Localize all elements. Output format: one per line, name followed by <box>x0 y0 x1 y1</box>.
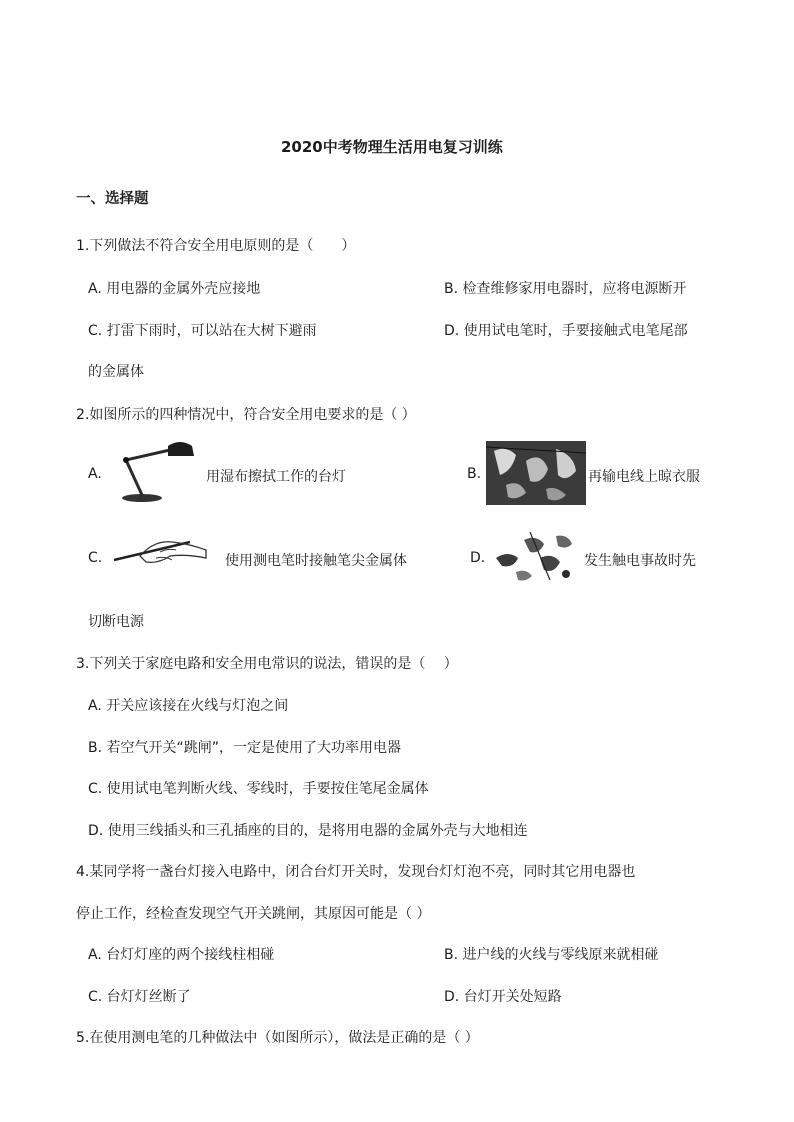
question-2-option-b-text: 再输电线上晾衣服 <box>588 469 700 485</box>
hand-holding-test-pen-image <box>110 530 210 570</box>
question-2-option-c-letter: C. <box>88 550 103 566</box>
question-4-option-c: C. 台灯灯丝断了 <box>88 989 191 1005</box>
question-2-option-d-continued: 切断电源 <box>88 614 144 630</box>
question-4-stem-line-2: 停止工作，经检查发现空气开关跳闸，其原因可能是（ ） <box>76 906 431 922</box>
question-2-option-d-letter: D. <box>470 550 486 566</box>
question-1-option-c: C. 打雷下雨时，可以站在大树下避雨 <box>88 323 317 339</box>
question-3-option-b: B. 若空气开关“跳闸”，一定是使用了大功率用电器 <box>88 740 402 756</box>
electric-shock-scene-image <box>490 528 578 584</box>
question-3-option-c: C. 使用试电笔判断火线、零线时，手要按住笔尾金属体 <box>88 781 429 797</box>
question-1-option-a: A. 用电器的金属外壳应接地 <box>88 281 261 297</box>
question-2-option-b-letter: B. <box>467 466 482 482</box>
question-3-option-d: D. 使用三线插头和三孔插座的目的，是将用电器的金属外壳与大地相连 <box>88 823 528 839</box>
question-2-stem: 2.如图所示的四种情况中，符合安全用电要求的是（ ） <box>76 407 416 423</box>
question-3-stem: 3.下列关于家庭电路和安全用电常识的说法，错误的是（ ） <box>76 656 458 672</box>
question-1-option-b: B. 检查维修家用电器时，应将电源断开 <box>444 281 687 297</box>
question-4-option-d: D. 台灯开关处短路 <box>444 989 562 1005</box>
question-4-option-a: A. 台灯灯座的两个接线柱相碰 <box>88 947 275 963</box>
clothes-on-power-line-image <box>486 441 586 505</box>
question-2-option-a-letter: A. <box>88 466 102 482</box>
section-heading: 一、选择题 <box>76 191 149 207</box>
question-3-option-a: A. 开关应该接在火线与灯泡之间 <box>88 698 289 714</box>
question-5-stem: 5.在使用测电笔的几种做法中（如图所示），做法是正确的是（ ） <box>76 1030 479 1046</box>
question-1-option-d-continued: 的金属体 <box>88 364 144 380</box>
question-2-option-d-text: 发生触电事故时先 <box>584 553 696 569</box>
question-1-option-d: D. 使用试电笔时，手要接触式电笔尾部 <box>444 323 688 339</box>
question-2-option-c-text: 使用测电笔时接触笔尖金属体 <box>225 553 407 569</box>
desk-lamp-image <box>112 440 202 504</box>
page-title: 2020中考物理生活用电复习训练 <box>281 138 503 156</box>
question-2-option-a-text: 用湿布擦拭工作的台灯 <box>206 469 346 485</box>
question-1-stem: 1.下列做法不符合安全用电原则的是（ ） <box>76 238 356 254</box>
question-4-option-b: B. 进户线的火线与零线原来就相碰 <box>444 947 659 963</box>
question-4-stem-line-1: 4.某同学将一盏台灯接入电路中，闭合台灯开关时，发现台灯灯泡不亮，同时其它用电器也 <box>76 864 636 880</box>
